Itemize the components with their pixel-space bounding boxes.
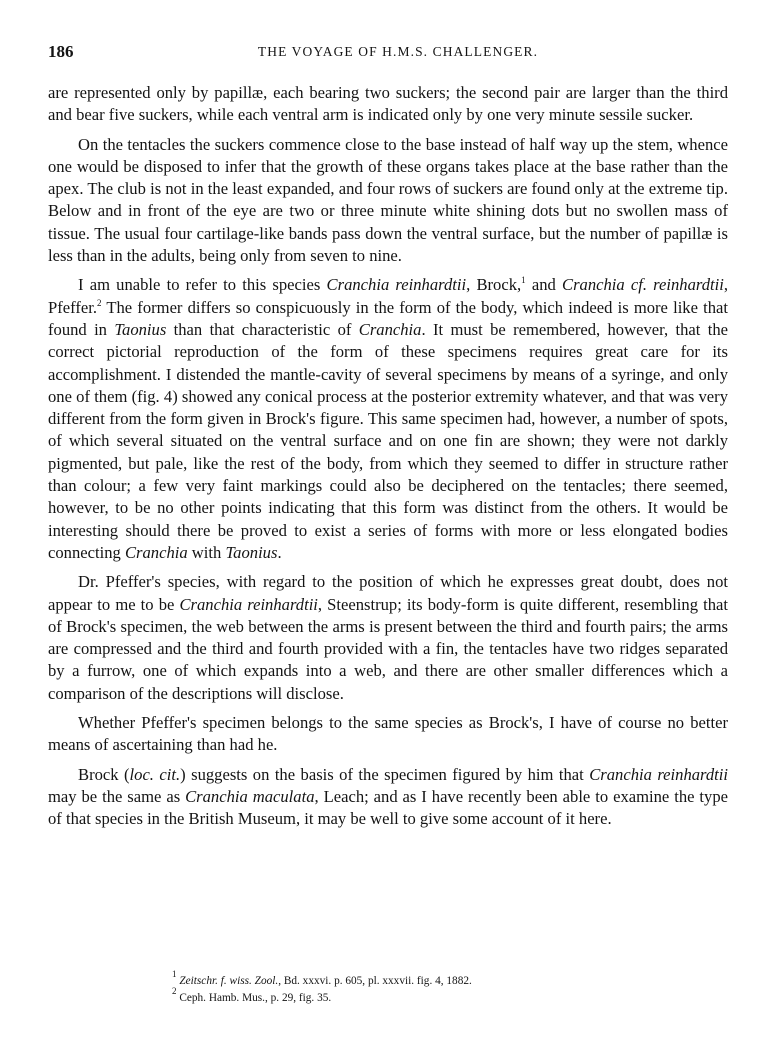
text-run: I am unable to refer to this species <box>78 275 327 295</box>
footnote-1 <box>172 969 692 990</box>
text-run: , Steenstrup; its body-form is quite different, resembling that of Brock's specimen, the web between the arms is present between the third and fourth pairs; the arms are compressed and the third and fourth provided with a fin, the tentacles have two ridges separated by a furrow, one of which expands into a web, and there are other smaller differences which a comparison of the descriptions will disclose. <box>48 594 728 703</box>
page-number: 186 <box>48 42 74 61</box>
text-run: , Pfeffer. <box>48 275 729 317</box>
footnote-marker: 2 <box>172 986 177 996</box>
paragraph-2: On the tentacles the suckers commence close to the base instead of half way up the stem, whence one would be disposed to infer that the growth of these organs takes place at the base rather than the apex. The club is not in the least expanded, and four rows of suckers are found only at the extreme tip. Below and in front of the eye are two or three minute white shining dots but no swollen mass of tissue. The usual four cartilage-like bands pass down the ventral surface, but the number of papillæ is less than in the adults, being only from seven to nine. <box>48 134 728 266</box>
genus-name: Taonius <box>225 542 278 562</box>
body-text <box>48 82 728 831</box>
species-name: Cranchia reinhardtii <box>589 764 729 784</box>
journal-title: Zeitschr. f. wiss. Zool. <box>179 975 279 987</box>
paragraph-4 <box>48 571 728 705</box>
genus-name: Cranchia <box>358 319 422 339</box>
text-run: than that characteristic of <box>166 319 359 339</box>
running-title: THE VOYAGE OF H.M.S. CHALLENGER. <box>257 44 539 59</box>
text-run: ) suggests on the basis of the specimen figured by him that <box>180 764 590 784</box>
species-name: Cranchia reinhardtii <box>179 594 318 614</box>
citation-abbrev: loc. cit. <box>129 764 181 784</box>
page-header <box>48 42 728 68</box>
footnote-text: Ceph. Hamb. Mus., p. 29, fig. 35. <box>179 992 332 1004</box>
paragraph-6 <box>48 764 728 831</box>
text-run: . <box>277 542 282 562</box>
paragraph-3 <box>48 274 728 564</box>
text-run: , Leach; and as I have recently been able to examine the type of that species in the British Museum, it may be well to give some account of it here. <box>48 786 728 829</box>
genus-name: Cranchia <box>124 542 188 562</box>
text-run: and <box>525 275 562 295</box>
text-run: may be the same as <box>48 786 186 806</box>
species-name: Cranchia maculata <box>185 786 315 806</box>
text-run: . It must be remembered, however, that the correct pictorial reproduction of the form of these specimens requires great care for its accomplishment. I distended the mantle-cavity of several specimens by means of a syringe, and only one of them (fig. 4) showed any conical process at the posterior extremity whatever, and that was very different from the form given in Brock's figure. This same specimen had, however, a number of spots, of which several situated on the ventral surface and on one fin are shown; they were not darkly pigmented, but pale, like the rest of the body, from which they seemed to differ in structure rather than colour; a few very faint markings could also be deciphered on the tentacles; there seemed, however, to be no other points indicating that this form was distinct from the others. It would be interesting should there be proved to exist a series of forms with more or less elongated bodies connecting <box>48 319 728 562</box>
text-run: Brock ( <box>78 764 130 784</box>
footnote-ref-2[interactable]: 2 <box>97 297 102 308</box>
species-name: Cranchia reinhardtii <box>326 275 467 295</box>
footnote-2 <box>172 986 692 1007</box>
footnote-ref-1[interactable]: 1 <box>521 275 526 286</box>
paragraph-1: are represented only by papillæ, each bearing two suckers; the second pair are larger than the third and bear five suckers, while each ventral arm is indicated only by one very minute sessile sucker. <box>48 83 728 125</box>
species-name: Cranchia cf. reinhardtii <box>562 275 724 295</box>
text-run: The former differs so conspicuously in the form of the body, which indeed is more like that found in <box>48 297 728 339</box>
footnote-marker: 1 <box>172 969 177 979</box>
footnote-text: , Bd. xxxvi. p. 605, pl. xxxvii. fig. 4, 1882. <box>278 975 472 987</box>
text-run: with <box>187 542 226 562</box>
genus-name: Taonius <box>114 319 167 339</box>
page <box>48 42 728 838</box>
text-run: , Brock, <box>466 275 522 295</box>
paragraph-5: Whether Pfeffer's specimen belongs to the same species as Brock's, I have of course no better means of ascertaining than had he. <box>48 713 728 755</box>
text-run: Dr. Pfeffer's species, with regard to the position of which he expresses great doubt, does not appear to me to be <box>48 572 728 614</box>
footnotes <box>172 969 692 1007</box>
